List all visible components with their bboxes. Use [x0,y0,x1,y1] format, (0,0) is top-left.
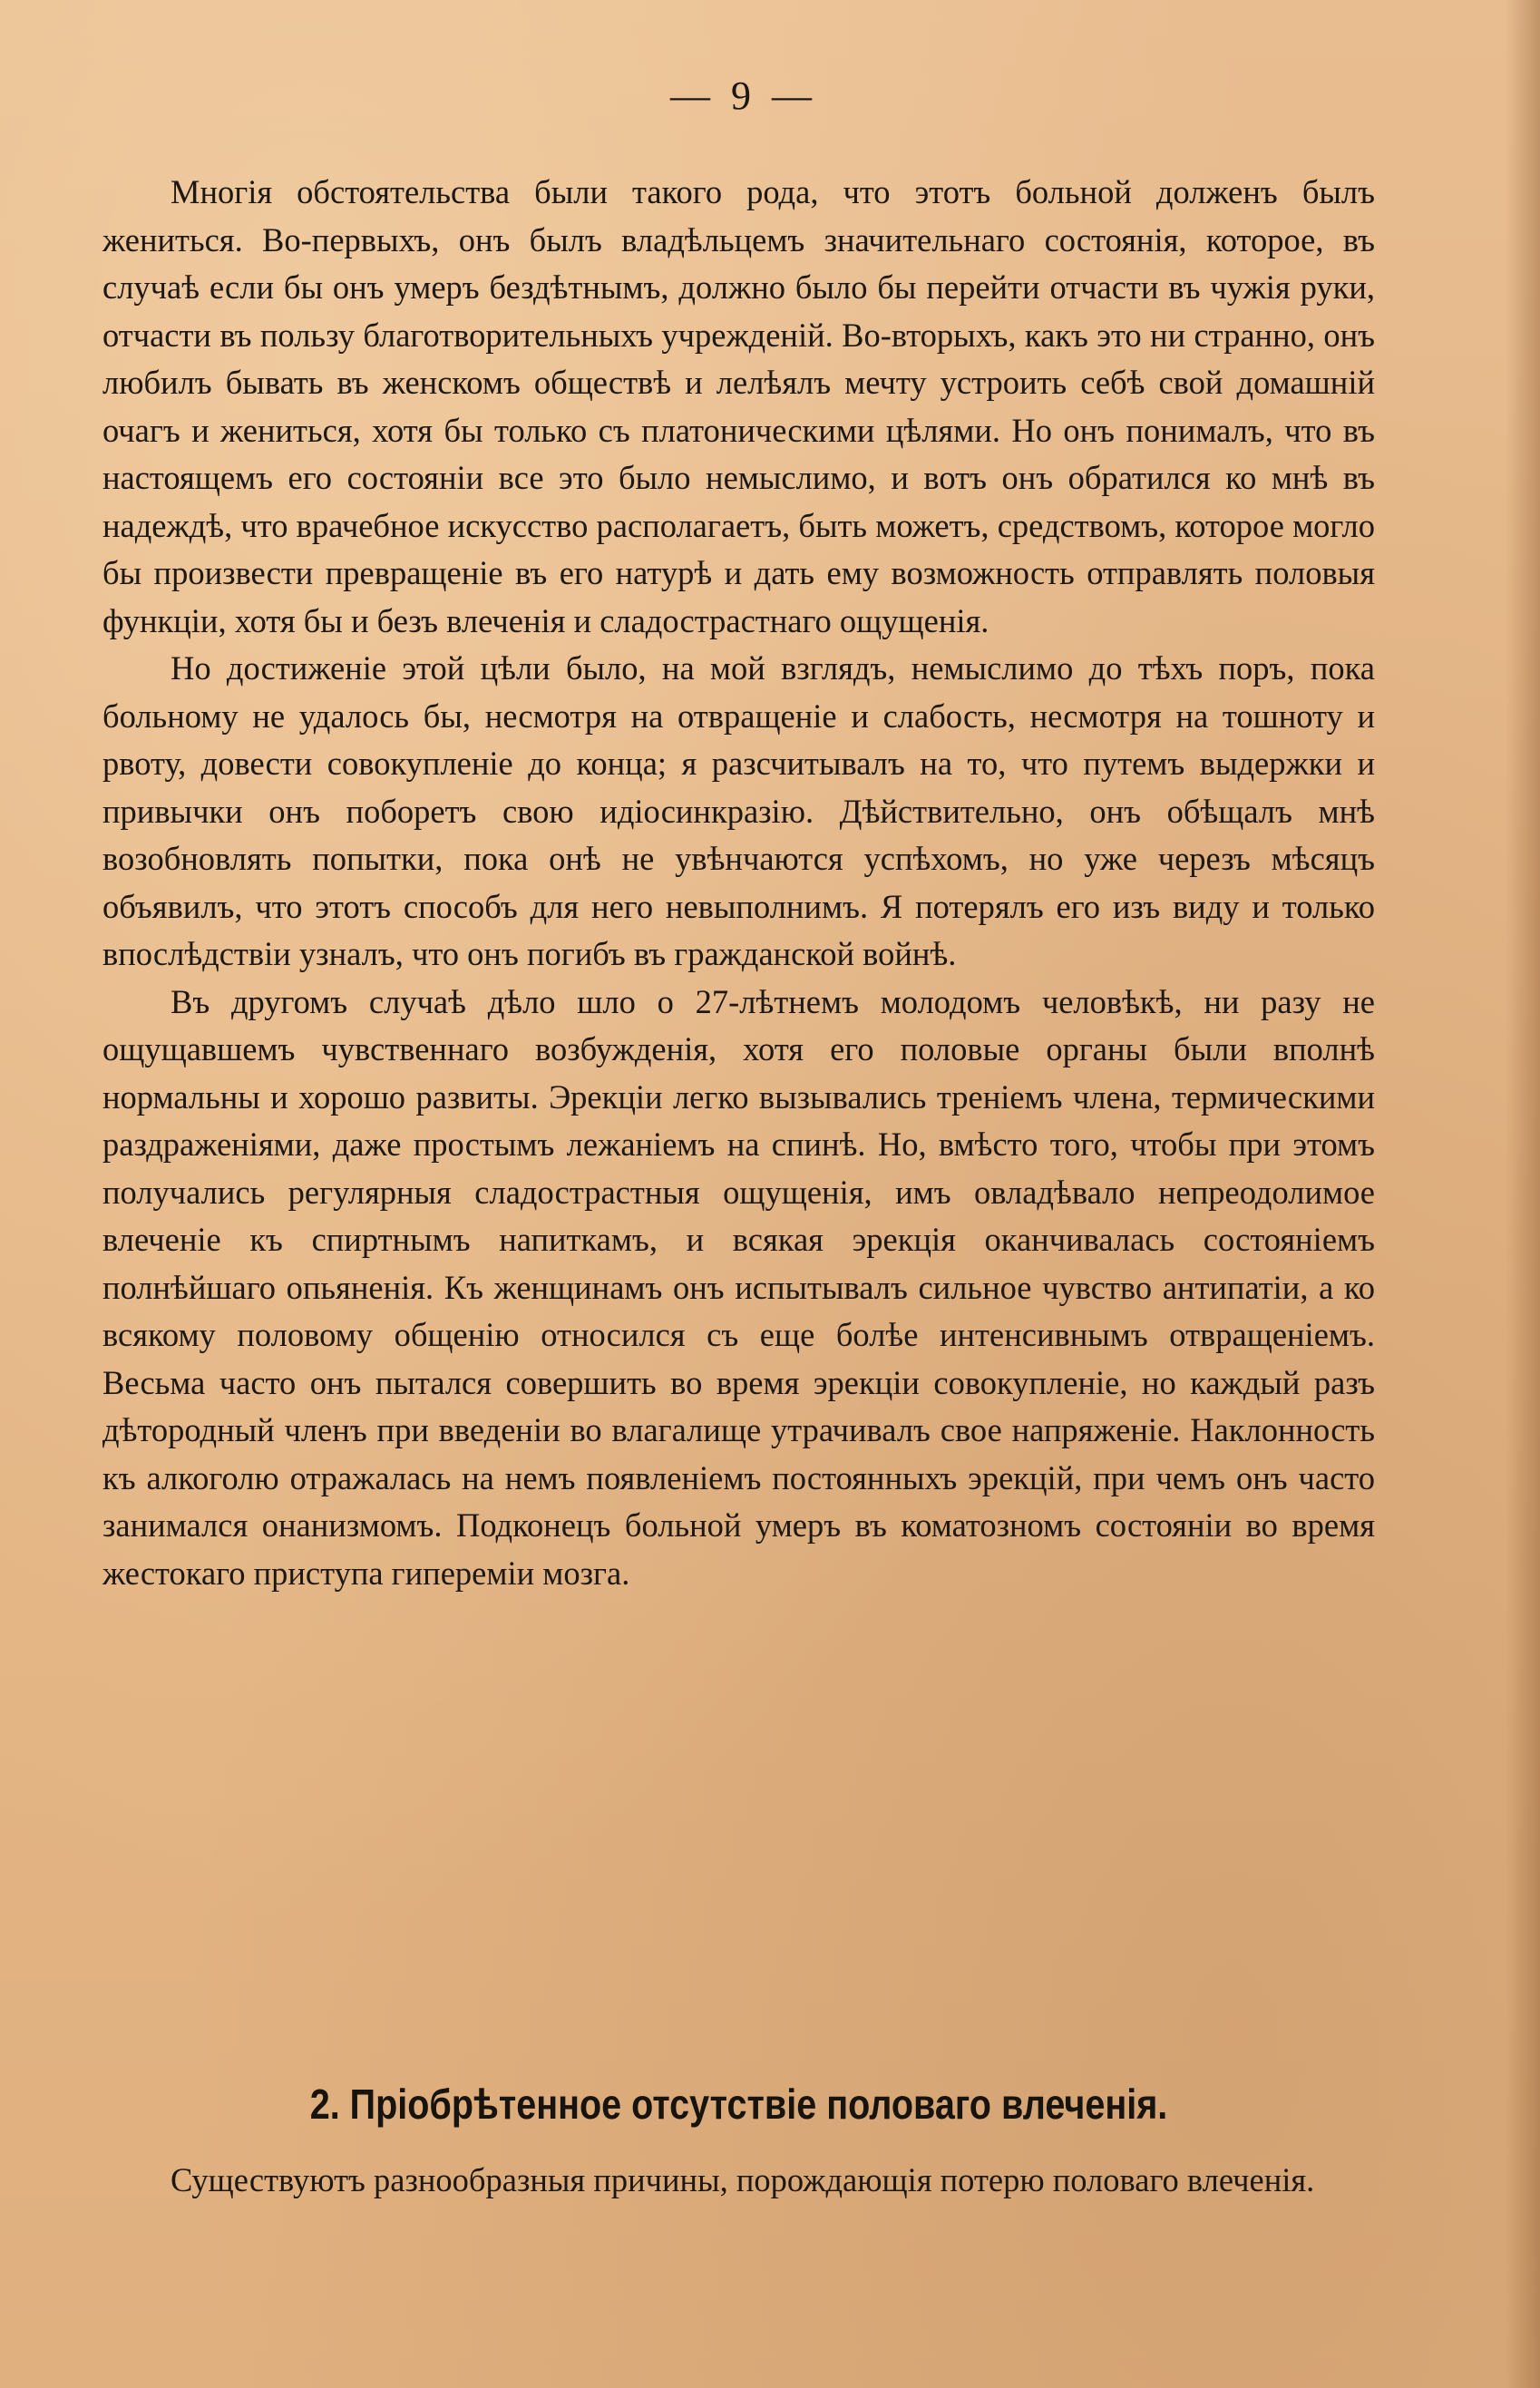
page-edge-shadow [1506,0,1540,2388]
body-text [102,169,1375,1597]
paragraph-3: Въ другомъ случаѣ дѣло шло о 27-лѣтнемъ молодомъ человѣкѣ, ни разу не ощущавшемъ чувственнаго возбужденія, хотя его половые органы были вполнѣ нормальны и хорошо развиты. Эрекціи легко вызывались треніемъ члена, термическими раздраженіями, даже простымъ лежаніемъ на спинѣ. Но, вмѣсто того, чтобы при этомъ получались регулярныя сладострастныя ощущенія, имъ овладѣвало непреодолимое влеченіе къ спиртнымъ напиткамъ, и всякая эрекція оканчивалась состояніемъ полнѣйшаго опьяненія. Къ женщинамъ онъ испытывалъ сильное чувство антипатіи, а ко всякому половому общенію относился съ еще болѣе интенсивнымъ отвращеніемъ. Весьма часто онъ пытался совершить во время эрекціи совокупленіе, но каждый разъ дѣтородный членъ при введеніи во влагалище утрачивалъ свое напряженіе. Наклонность къ алкоголю отражалась на немъ появленіемъ постоянныхъ эрекцій, при чемъ онъ часто занимался онанизмомъ. Подконецъ больной умеръ въ коматозномъ состояніи во время жестокаго приступа гипереміи мозга. [102,982,1375,1592]
page-number: — 9 — [670,73,817,118]
paragraph-2: Но достиженіе этой цѣли было, на мой взглядъ, немыслимо до тѣхъ поръ, пока больному не удалось бы, несмотря на отвращеніе и слабость, несмотря на тошноту и рвоту, довести совокупленіе до конца; я разсчитывалъ на то, что путемъ выдержки и привычки онъ поборетъ свою идіосинкразію. Дѣйствительно, онъ обѣщалъ мнѣ возобновлять попытки, пока онѣ не увѣнчаются успѣхомъ, но уже черезъ мѣсяцъ объявилъ, что этотъ способъ для него невыполнимъ. Я потерялъ его изъ виду и только впослѣдствіи узналъ, что онъ погибъ въ гражданской войнѣ. [102,649,1375,972]
section-paragraph: Существуютъ разнообразныя причины, порождающія потерю половаго влеченія. [171,2161,1315,2198]
paragraph-1: Многія обстоятельства были такого рода, что этотъ больной долженъ былъ жениться. Во-первыхъ, онъ былъ владѣльцемъ значительнаго состоянія, которое, въ случаѣ если бы онъ умеръ бездѣтнымъ, должно было бы перейти отчасти въ чужія руки, отчасти въ пользу благотворительныхъ учрежденій. Во-вторыхъ, какъ это ни странно, онъ любилъ бывать въ женскомъ обществѣ и лелѣялъ мечту устроить себѣ свой домашній очагъ и жениться, хотя бы только съ платоническими цѣлями. Но онъ понималъ, что въ настоящемъ его состояніи все это было немыслимо, и вотъ онъ обратился ко мнѣ въ надеждѣ, что врачебное искусство располагаетъ, быть можетъ, средствомъ, которое могло бы произвести превращеніе въ его натурѣ и дать ему возможность отправлять половыя функціи, хотя бы и безъ влеченія и сладострастнаго ощущенія. [102,173,1375,639]
section-text [102,2157,1375,2205]
section-heading: 2. Пріобрѣтенное отсутствіе половаго влеченія. [309,2081,1168,2128]
